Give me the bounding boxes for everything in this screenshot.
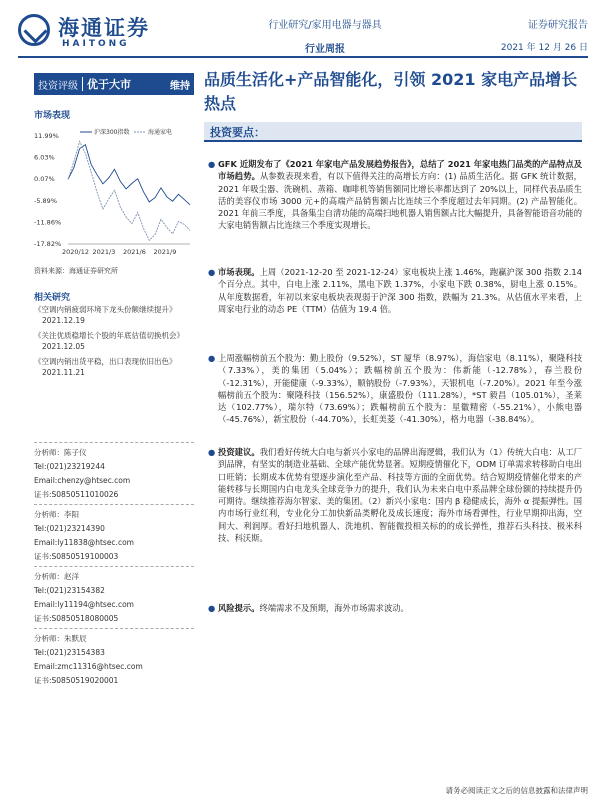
related-section-label: 相关研究 [34,293,71,303]
key-point-suggestion [204,446,582,544]
key-point-risk [204,602,582,614]
analyst-tel: Tel:(021)23219244 [34,462,105,471]
y-tick-label: -17.82% [34,240,62,248]
key-point-market [204,266,582,315]
analyst-tel: Tel:(021)23214390 [34,524,105,533]
analyst-tel: Tel:(021)23154382 [34,586,105,595]
analyst-email[interactable]: Email:chenzy@htsec.com [34,476,131,485]
analyst-divider [34,628,194,629]
analyst-email[interactable]: Email:ly11838@htsec.com [34,538,134,547]
y-tick-label: 6.03% [34,153,55,162]
logo-text-cn: 海通证券 [58,15,150,40]
analyst-cert: 证书:S0850519020001 [34,676,119,685]
analyst-email[interactable]: Email:zmc11316@htsec.com [34,662,143,671]
analyst-name: 分析师：陈子仪 [34,448,87,457]
bullet-icon: ● [208,267,216,277]
chart-legend [80,128,172,136]
analyst-name: 分析师：赵洋 [34,572,79,581]
legend-series-b: 海通家电 [148,129,173,136]
related-item-date: 2021.11.21 [42,368,85,377]
x-tick-label: 2020/12 [62,248,90,256]
logo-text-en: HAITONG [62,39,130,49]
related-item-date: 2021.12.19 [42,316,85,325]
bullet-icon: ● [208,447,216,457]
logo-mark-icon [18,14,50,46]
investment-rating [34,73,194,95]
y-tick-label: 0.07% [34,175,55,184]
key-point-bold: 风险提示。 [218,603,260,613]
analyst-divider [34,504,194,505]
industry-category: 行业研究/家用电器与器具 [268,20,382,31]
analyst-name: 分析师：李阳 [34,510,79,519]
related-item[interactable] [34,330,194,352]
bullet-icon: ● [208,353,216,363]
series-line [68,141,190,240]
y-tick-label: 11.99% [34,132,59,140]
analyst-email[interactable]: Email:ly11194@htsec.com [34,600,134,609]
related-item-title[interactable]: 《空调内销疲弱环境下龙头份额继续提升》 [34,305,177,314]
related-item[interactable] [34,304,194,326]
company-logo [18,12,168,48]
analyst-cert: 证书:S0850511010026 [34,490,119,499]
footer-disclaimer: 请务必阅读正文之后的信息披露和法律声明 [445,786,588,795]
key-point-bold: GFK 近期发布了《2021 年家电产品发展趋势报告》，总结了 2021 年家电热门品类的产品特点及市场趋势。 [218,159,582,182]
key-point-text: 从参数表现来看，有以下值得关注的高增长方向：(1) 品质生活化。据 GFK 统计数据，2021 年吸尘器、洗碗机、蒸箱、咖啡机等销售额同比增长率都达到了 20%以上，同样代表品质生活的美容仪市场 3000 元+的高端产品销售额占比连续三个季度超过去年同期。(2) 产品智能化。2021 年前三季度，具备集尘自清功能的高端扫地机器人销售额占比大幅提升，具备智能语音功能的大家电销售额占比连续三个季度实现增长。 [218,171,582,231]
bullet-icon: ● [208,603,216,613]
key-points-heading: 投资要点： [204,122,582,142]
analyst-block [34,570,194,626]
related-research-list [34,300,194,378]
rating-value: 优于大市 [87,78,131,91]
analyst-divider [34,442,194,443]
series-line [68,145,190,205]
chart-source: 资料来源：海通证券研究所 [34,267,118,275]
x-tick-label: 2021/9 [153,248,177,256]
x-tick-label: 2021/3 [92,248,116,256]
bullet-icon: ● [208,159,216,169]
analyst-cert: 证书:S0850518080005 [34,614,119,623]
key-point-text: 上周涨幅榜前五个股为：勤上股份（9.52%），ST 厦华（8.97%），海信家电（8.11%），聚隆科技（7.33%），美的集团（5.04%）；跌幅榜前五个股为：伟新能（-12.78%），春兰股份（-12.31%），开能健康（-9.33%），顺钠股份（-7.93%），天银机电（-7.20%）。2021 年至今涨幅榜前五个股为：聚隆科技（156.52%），康盛股份（111.28%），*ST 毅昌（105.01%），圣莱达（102.77%），瑞尔特（73.69%）；跌幅榜前五个股为：星徽精密（-55.21%），小熊电器（-45.76%），新宝股份（-44.70%），长虹美菱（-41.30%），格力电器（-38.84%）。 [218,353,582,425]
key-point-text: 上周（2021-12-20 至 2021-12-24）家电板块上涨 1.46%，跑赢沪深 300 指数 2.14 个百分点。其中，白电上涨 2.11%，黑电下跌 1.37%，小家电下跌 0.38%，厨电上涨 0.15%。从年度数据看，年初以来家电板块表现弱于沪深 300 指数，跌幅为 21.3%。从估值水平来看，上周家电行业的动态 PE（TTM）估值为 19.4 倍。 [218,267,582,314]
y-tick-label: -5.89% [34,196,57,205]
key-point-text: 我们看好传统大白电与新兴小家电的品牌出海逻辑，我们认为（1）传统大白电：从工厂到品牌，有坚实的制造业基础、全球产能优势显著。短期疫情催化下，ODM 订单需求转移助白电出口旺销；长期成本优势有望逐步演化至产品、科技等方面的全面优势。结合短期疫情催化带来的产能转移与长期国内白电龙头全球竞争力的提升，我们认为未来白电中系品牌全球份额的持续提升仍可期待。继续推荐海尔智家、美的集团。（2）新兴小家电：国内 β 稳健成长，海外 α 提振弹性。国内市场行业红利，专业化分工加快新品类孵化及成长速度；海外市场看弹性，行业早期抑出海，空间大、利润厚。看好扫地机器人、洗地机、智能微投相关标的的成长弹性，推荐石头科技、极米科技、科沃斯。 [218,447,582,544]
analyst-block [34,446,194,502]
x-tick-label: 2021/6 [123,248,146,256]
analyst-divider [34,566,194,567]
report-date: 2021 年 12 月 26 日 [500,43,588,53]
analyst-name: 分析师：朱默辰 [34,634,87,643]
analyst-cert: 证书:S0850519100003 [34,552,119,561]
rating-status: 维持 [170,80,190,92]
key-point-bold: 市场表现。 [218,267,260,277]
analyst-tel: Tel:(021)23154383 [34,648,105,657]
related-item-date: 2021.12.05 [42,342,85,351]
report-title: 品质生活化+产品智能化，引领 2021 家电产品增长热点 [204,70,578,113]
rating-label: 投资评级 [38,80,78,92]
related-item-title[interactable]: 《关注优质稳增长个股的年底估值切换机会》 [34,331,184,340]
key-point-bold: 投资建议。 [218,447,260,457]
header-divider [18,56,588,58]
key-point-stocks [204,352,582,426]
analyst-block [34,632,194,688]
market-section-label: 市场表现 [34,111,71,121]
market-chart [34,124,196,262]
header-right [501,16,588,53]
y-tick-label: -11.86% [34,218,62,227]
header-category [250,16,400,55]
report-subcategory: 行业周报 [305,44,345,55]
related-item-title[interactable]: 《空调内销出货平稳，出口表现依旧出色》 [34,357,177,366]
analyst-block [34,508,194,564]
key-point-text: 终端需求不及预期，海外市场需求波动。 [259,603,409,613]
legend-series-a: 沪深300指数 [94,129,130,136]
key-point-gfk [204,158,582,232]
report-type: 证券研究报告 [528,20,588,31]
related-item[interactable] [34,356,194,378]
